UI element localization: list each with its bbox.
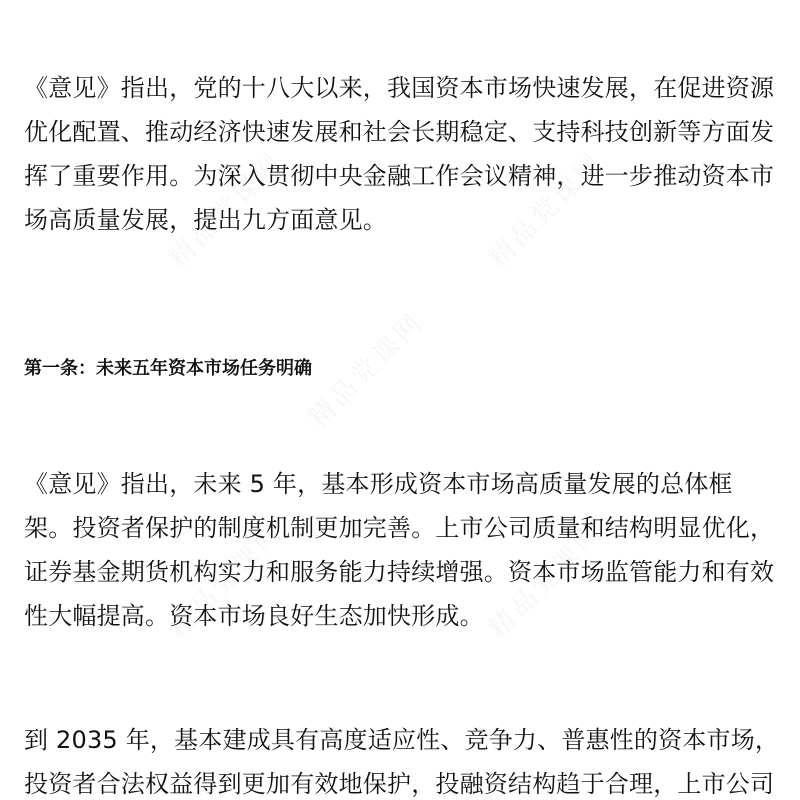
body-paragraph: 到 2035 年，基本建成具有高度适应性、竞争力、普惠性的资本市场，投资者合法权益得到更加有效地保护，投融资结构趋于合理，上市公司 bbox=[24, 726, 780, 798]
body-paragraph: 《意见》指出，未来 5 年，基本形成资本市场高质量发展的总体框架。投资者保护的制度机制更加完善。上市公司质量和结构明显优化，证券基金期货机构实力和服务能力持续增强。资本市场监管能力和有效性大幅提高。资本市场良好生态加快形成。 bbox=[24, 470, 775, 630]
watermark bbox=[299, 302, 431, 434]
intro-paragraph: 《意见》指出，党的十八大以来，我国资本市场快速发展，在促进资源优化配置、推动经济快速发展和社会长期稳定、支持科技创新等方面发挥了重要作用。为深入贯彻中央金融工作会议精神，进一步推动资本市场高质量发展，提出九方面意见。 bbox=[24, 74, 775, 234]
section-heading: 第一条：未来五年资本市场任务明确 bbox=[24, 358, 312, 379]
